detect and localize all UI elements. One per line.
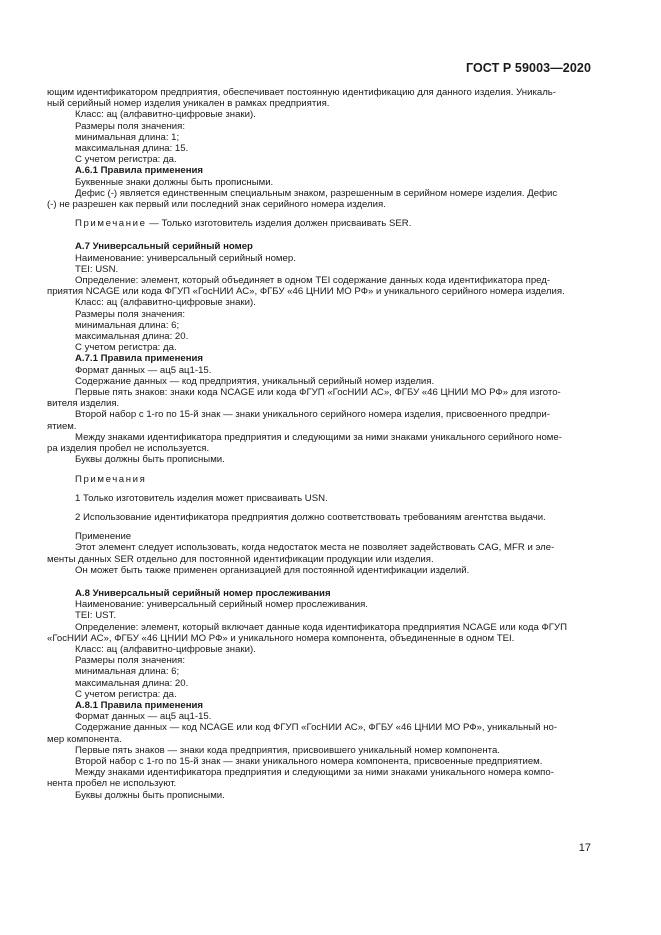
text-line: Размеры поля значения: bbox=[75, 655, 185, 667]
text-line: Формат данных — ац5 ац1-15. bbox=[75, 364, 212, 376]
text-line: ный серийный номер изделия уникален в рамках предприятия. bbox=[47, 98, 330, 110]
text-line: Буквы должны быть прописными. bbox=[75, 454, 225, 466]
text-line: Класс: ац (алфавитно-цифровые знаки). bbox=[75, 643, 256, 655]
text-line: Дефис (-) является единственным специальным знаком, разрешенным в серийном номере изделия. Дефис bbox=[75, 187, 558, 199]
text-line: вителя изделия. bbox=[47, 398, 120, 410]
text-line: Формат данных — ац5 ац1-15. bbox=[75, 711, 212, 723]
text-line: Наименование: универсальный серийный номер прослеживания. bbox=[75, 599, 368, 611]
text-line: TEI: USN. bbox=[75, 263, 119, 275]
text-line: Класс: ац (алфавитно-цифровые знаки). bbox=[75, 109, 256, 121]
text-line: максимальная длина: 20. bbox=[75, 677, 189, 689]
text-line: Между знаками идентификатора предприятия и следующими за ними знаками уникального номера компо- bbox=[75, 767, 554, 779]
text-line: ра изделия пробел не используется. bbox=[47, 443, 210, 455]
note-label: Примечание bbox=[75, 218, 147, 230]
text-line: С учетом регистра: да. bbox=[75, 342, 177, 354]
text-line: С учетом регистра: да. bbox=[75, 688, 177, 700]
text-line: минимальная длина: 6; bbox=[75, 666, 180, 678]
text-line: менты данных SER отдельно для постоянной идентификации продукции или изделия. bbox=[47, 553, 434, 565]
text-line: минимальная длина: 1; bbox=[75, 131, 180, 143]
section-heading: А.6.1 Правила применения bbox=[75, 165, 203, 177]
section-heading: А.7 Универсальный серийный номер bbox=[75, 241, 253, 253]
text-line: Содержание данных — код NCAGE или код ФГУП «ГосНИИ АС», ФГБУ «46 ЦНИИ МО РФ», уникальный но- bbox=[75, 722, 558, 734]
text-line: Первые пять знаков: знаки кода NCAGE или кода ФГУП «ГосНИИ АС», ФГБУ «46 ЦНИИ МО РФ» для изгото- bbox=[75, 387, 561, 399]
text-line: «ГосНИИ АС», ФГБУ «46 ЦНИИ МО РФ» и уникального номера компонента, объединенные в одном TEI. bbox=[47, 632, 515, 644]
text-line: Он может быть также применен организацией для постоянной идентификации изделий. bbox=[75, 564, 470, 576]
text-line: Между знаками идентификатора предприятия и следующими за ними знаками уникального серийного номе- bbox=[75, 431, 562, 443]
text-line: максимальная длина: 15. bbox=[75, 143, 189, 155]
text-line: Размеры поля значения: bbox=[75, 120, 185, 132]
notes-label: Примечания bbox=[75, 473, 147, 485]
text-line: Буквенные знаки должны быть прописными. bbox=[75, 176, 274, 188]
text-line: Наименование: универсальный серийный номер. bbox=[75, 252, 296, 264]
section-heading: А.8 Универсальный серийный номер прослеживания bbox=[75, 587, 331, 599]
text-line: Первые пять знаков — знаки кода предприятия, присвоившего уникальный номер компонента. bbox=[75, 744, 500, 756]
note-item: 2 Использование идентификатора предприятия должно соответствовать требованиям агентства выдачи. bbox=[75, 511, 546, 523]
text-line: Размеры поля значения: bbox=[75, 308, 185, 320]
text-line: нента пробел не используют. bbox=[47, 778, 177, 790]
text-line: Второй набор с 1-го по 15-й знак — знаки уникального номера компонента, присвоенные предприятием. bbox=[75, 755, 543, 767]
text-line: Второй набор с 1-го по 15-й знак — знаки уникального серийного номера изделия, присвоенного предпри- bbox=[75, 409, 550, 421]
document-code: ГОСТ Р 59003—2020 bbox=[465, 61, 591, 75]
text-line: приятия NCAGE или кода ФГУП «ГосНИИ АС», ФГБУ «46 ЦНИИ МО РФ» и уникального серийного номера изделия. bbox=[47, 286, 565, 298]
text-line: ятием. bbox=[47, 420, 77, 432]
application-label: Применение bbox=[75, 531, 132, 543]
text-line: ющим идентификатором предприятия, обеспечивает постоянную идентификацию для данного изделия. Уникаль- bbox=[47, 87, 556, 98]
text-line: максимальная длина: 20. bbox=[75, 331, 189, 343]
section-heading: А.8.1 Правила применения bbox=[75, 699, 203, 711]
text-line: Определение: элемент, который объединяет в одном TEI содержание данных кода идентификатора пред- bbox=[75, 275, 551, 287]
page-body bbox=[47, 87, 592, 801]
text-line: Этот элемент следует использовать, когда недостаток места не позволяет задействовать CAG, MFR и эле- bbox=[75, 542, 555, 554]
page-number: 17 bbox=[578, 842, 591, 854]
note-item: 1 Только изготовитель изделия может присваивать USN. bbox=[75, 492, 328, 504]
text-line: минимальная длина: 6; bbox=[75, 319, 180, 331]
section-heading: А.7.1 Правила применения bbox=[75, 353, 203, 365]
text-line: С учетом регистра: да. bbox=[75, 154, 177, 166]
text-line: (-) не разрешен как первый или последний знак серийного номера изделия. bbox=[47, 199, 386, 211]
note-text: — Только изготовитель изделия должен присваивать SER. bbox=[146, 218, 412, 230]
text-line: TEI: UST. bbox=[75, 610, 117, 622]
text-line: Класс: ац (алфавитно-цифровые знаки). bbox=[75, 297, 256, 309]
text-line: мер компонента. bbox=[47, 733, 122, 745]
text-line: Определение: элемент, который включает данные кода идентификатора предприятия NCAGE или кода ФГУП bbox=[75, 621, 567, 633]
note bbox=[47, 218, 592, 229]
text-line: Буквы должны быть прописными. bbox=[75, 789, 225, 801]
text-line: Содержание данных — код предприятия, уникальный серийный номер изделия. bbox=[75, 375, 435, 387]
